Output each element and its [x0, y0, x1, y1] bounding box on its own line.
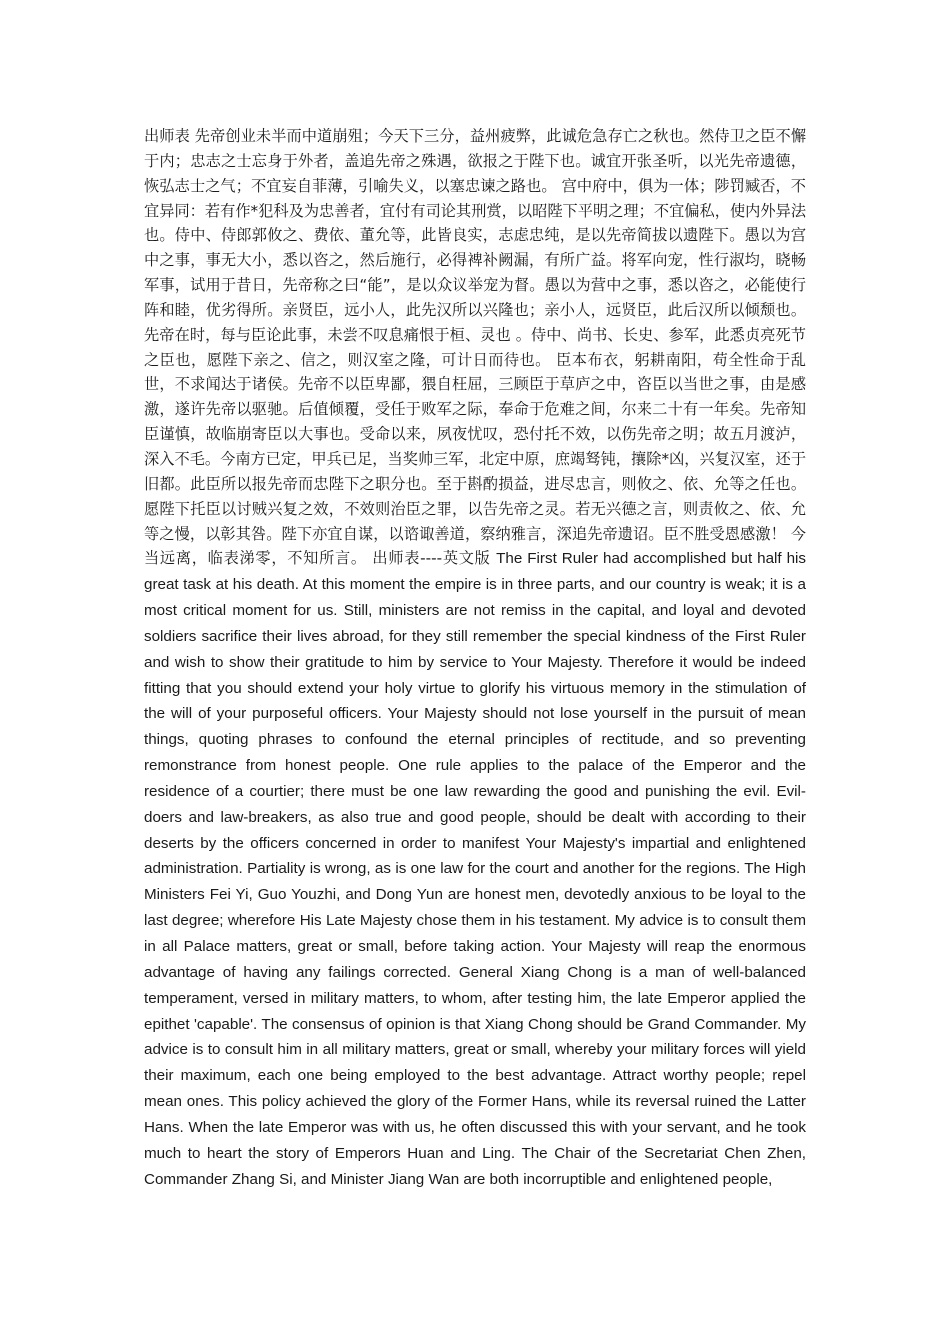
- english-body: The First Ruler had accomplished but half his great task at his death. At this moment the empire is in three parts, and our country is weak; it is a most critical moment for us. Still, ministers are not remiss in the capital, and loyal and devoted soldiers sacrifice their lives abroad, for they still remember the special kindness of the First Ruler and wish to show their gratitude to him by service to Your Majesty. Therefore it would be indeed fitting that you should extend your holy virtue to glorify his virtuous memory in the stimulation of the will of your purposeful officers. Your Majesty should not lose yourself in the pursuit of mean things, quoting phrases to confound the eternal principles of rectitude, and so preventing remonstrance from honest people. One rule applies to the palace of the Emperor and the residence of a courtier; there must be one law rewarding the good and punishing the evil. Evil-doers and law-breakers, as also true and good people, should be dealt with according to their deserts by the officers concerned in order to manifest Your Majesty's impartial and enlightened administration. Partiality is wrong, as is one law for the court and another for the regions. The High Ministers Fei Yi, Guo Youzhi, and Dong Yun are honest men, devotedly anxious to be loyal to the last degree; wherefore His Late Majesty chose them in his testament. My advice is to consult them in all Palace matters, great or small, before taking action. Your Majesty will reap the enormous advantage of having any failings corrected. General Xiang Chong is a man of well-balanced temperament, versed in military matters, to whom, after testing him, the late Emperor applied the epithet 'capable'. The consensus of opinion is that Xiang Chong should be Grand Commander. My advice is to consult him in all military matters, great or small, whereby your military forces will yield their maximum, each one being employed to the best advantage. Attract worthy people; repel mean ones. This policy achieved the glory of the Former Hans, while its reversal ruined the Latter Hans. When the late Emperor was with us, he often discussed this with your servant, and he took much to heart the story of Emperors Huan and Ling. The Chair of the Secretariat Chen Zhen, Commander Zhang Si, and Minister Jiang Wan are both incorruptible and enlightened people,: [144, 550, 807, 1188]
- english-title: 出师表----英文版: [372, 549, 491, 568]
- chinese-title: 出师表: [144, 127, 190, 145]
- chinese-body: 先帝创业未半而中道崩殂；今天下三分，益州疲弊，此诚危急存亡之秋也。然侍卫之臣不懈于内；忠志之士忘身于外者，盖追先帝之殊遇，欲报之于陛下也。诚宜开张圣听，以光先帝遗德，恢弘志士之气；不宜妄自菲薄，引喻失义，以塞忠谏之路也。 宫中府中，俱为一体；陟罚臧否，不宜异同：若有作*犯科及为忠善者，宜付有司论其刑赏，以昭陛下平明之理；不宜偏私，使内外异法也。侍中、侍郎郭攸之、费依、董允等，此皆良实，志虑忠纯，是以先帝简拔以遗陛下。愚以为宫中之事，事无大小，悉以咨之，然后施行，必得裨补阙漏，有所广益。将军向宠，性行淑均，晓畅军事，试用于昔日，先帝称之曰“能”，是以众议举宠为督。愚以为营中之事，悉以咨之，必能使行阵和睦，优劣得所。亲贤臣，远小人，此先汉所以兴隆也；亲小人，远贤臣，此后汉所以倾颓也。先帝在时，每与臣论此事，未尝不叹息痛恨于桓、灵也 。侍中、尚书、长史、参军，此悉贞亮死节之臣也，愿陛下亲之、信之，则汉室之隆，可计日而待也。 臣本布衣，躬耕南阳，苟全性命于乱世，不求闻达于诸侯。先帝不以臣卑鄙，猥自枉屈，三顾臣于草庐之中，咨臣以当世之事，由是感激，遂许先帝以驱驰。后值倾覆，受任于败军之际，奉命于危难之间，尔来二十有一年矣。先帝知臣谨慎，故临崩寄臣以大事也。受命以来，夙夜忧叹，恐付托不效，以伤先帝之明；故五月渡泸，深入不毛。今南方已定，甲兵已足，当奖帅三军，北定中原，庶竭驽钝，攘除*凶，兴复汉室，还于旧都。此臣所以报先帝而忠陛下之职分也。至于斟酌损益，进尽忠言，则攸之、依、允等之任也。 愿陛下托臣以讨贼兴复之效，不效则治臣之罪，以告先帝之灵。若无兴德之言，则责攸之、依、允等之慢，以彰其咎。陛下亦宜自谋，以谘诹善道，察纳雅言，深追先帝遗诏。臣不胜受恩感激！ 今当远离，临表涕零，不知所言。: [144, 127, 807, 568]
- document-body-text: [144, 124, 806, 1192]
